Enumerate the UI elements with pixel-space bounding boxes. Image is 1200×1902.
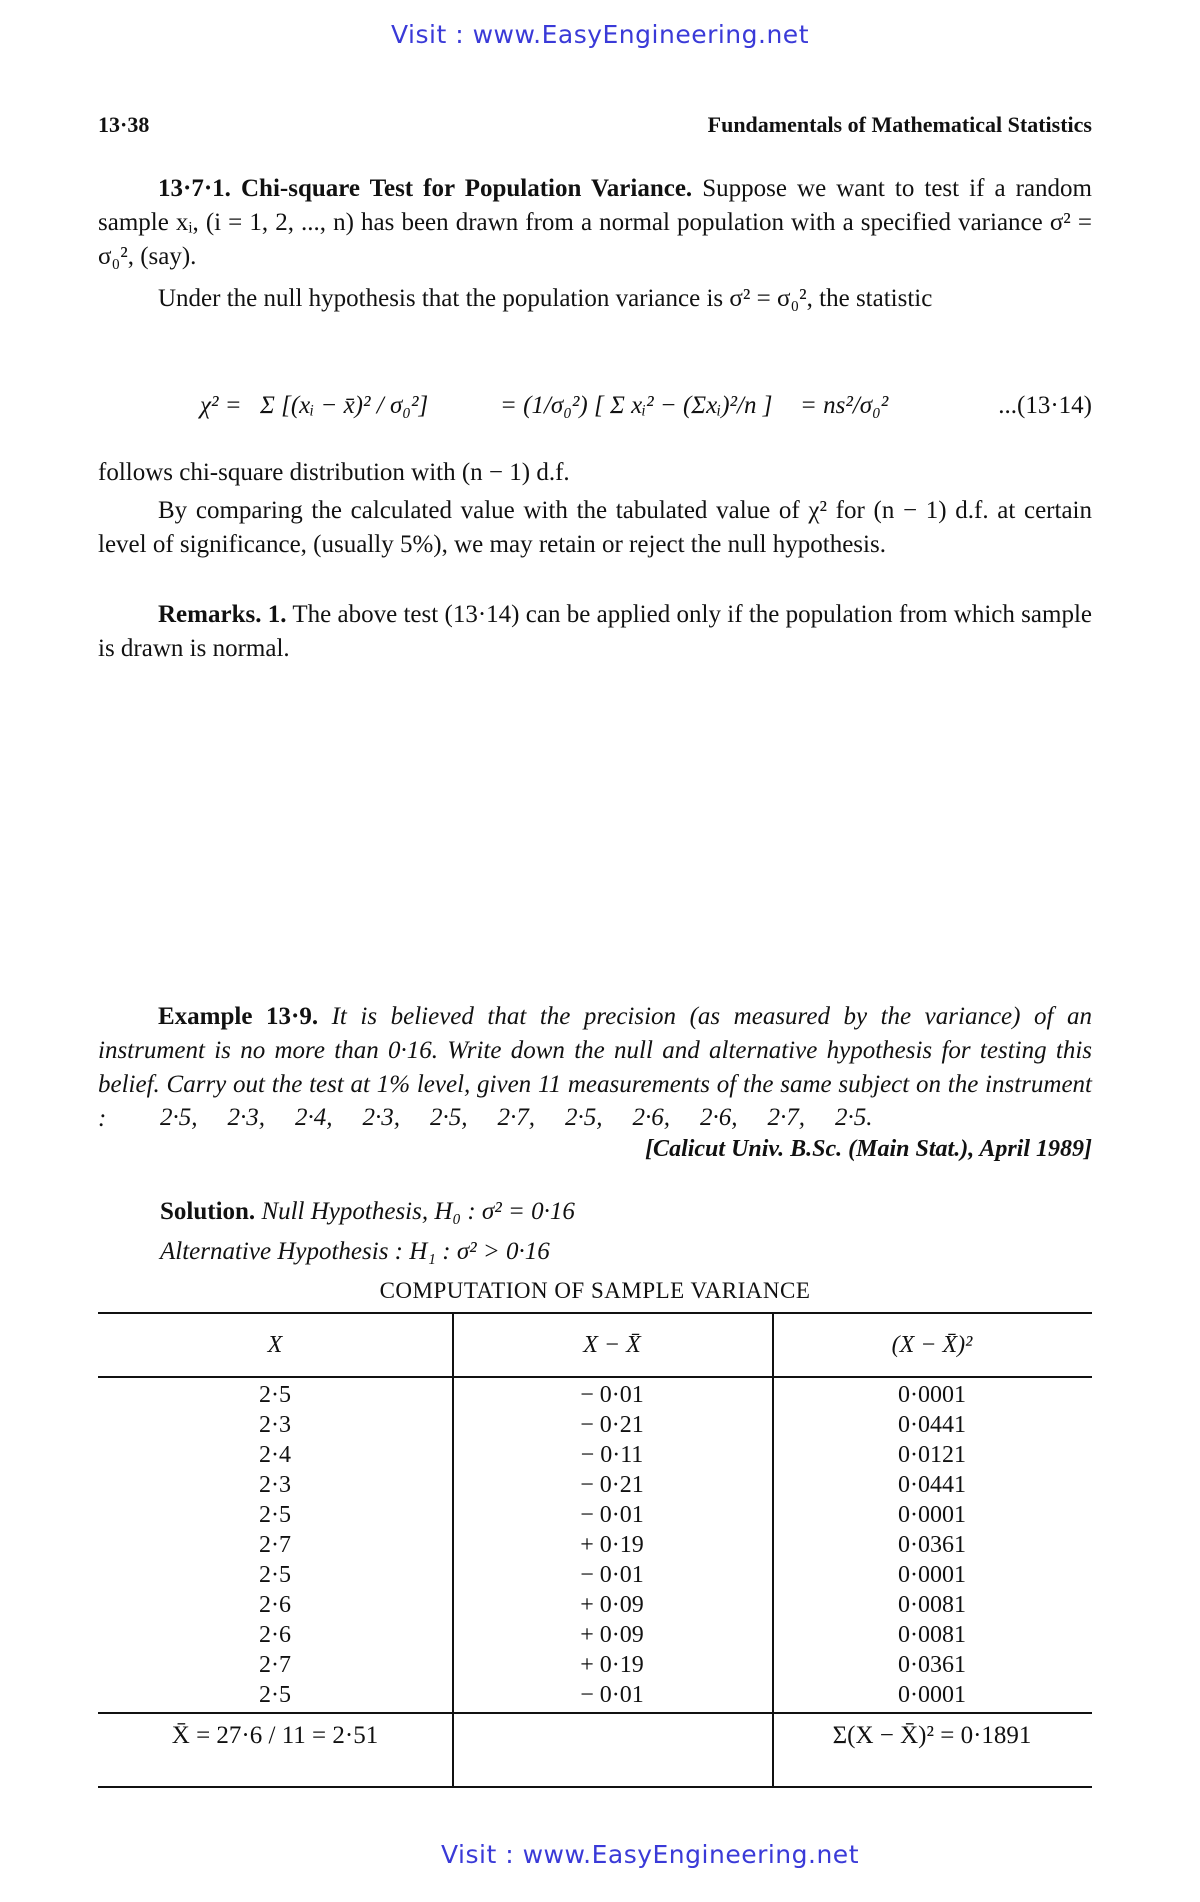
table-title: COMPUTATION OF SAMPLE VARIANCE [379,1278,811,1303]
measurement-list [160,1104,873,1132]
table-cell: 0·0441 [898,1412,966,1438]
watermark-bottom: Visit : www.EasyEngineering.net [441,1840,859,1869]
column-deviation [452,1380,772,1710]
table-bottom-rule [98,1786,1092,1788]
table-cell: + 0·19 [580,1652,644,1678]
solution-label: Solution. [160,1198,256,1225]
equation-lhs: χ² = [200,392,242,419]
section-intro-paragraph [98,172,1092,274]
table-cell: − 0·01 [580,1562,644,1588]
column-x [98,1380,452,1710]
chi-square-equation [200,360,1092,452]
table-cell: − 0·01 [580,1682,644,1708]
null-statement: Under the null hypothesis that the population variance is σ² = σ₀², the statistic [158,285,933,312]
table-cell: 0·0081 [898,1592,966,1618]
watermark-top: Visit : www.EasyEngineering.net [391,20,809,49]
follows-text: follows chi-square distribution with (n − 1) d.f. [98,459,570,486]
measurement: 2·5. [835,1104,873,1131]
table-header-squared: (X − X̄)² [891,1332,973,1358]
alternative-hypothesis: Alternative Hypothesis : H₁ : σ² > 0·16 [160,1238,550,1265]
equation-term2: = (1/σ₀²) [ Σ xᵢ² − (Σxᵢ)²/n ] [500,392,773,419]
book-title: Fundamentals of Mathematical Statistics [707,112,1092,137]
table-cell: 2·4 [259,1442,291,1468]
page-number: 13·38 [98,112,150,137]
null-hypothesis-line [160,1198,575,1226]
equation-tag: ...(13·14) [998,392,1092,419]
example-label: Example 13·9. [158,1003,319,1030]
table-cell: 0·0361 [898,1532,966,1558]
table-cell: 0·0121 [898,1442,966,1468]
table-cell: 2·5 [259,1502,291,1528]
example-source: [Calicut Univ. B.Sc. (Main Stat.), April 1989] [645,1136,1092,1162]
comparison-text: By comparing the calculated value with the tabulated value of χ² for (n − 1) d.f. at certain level of significance, (usually 5%), we may retain or reject the null hypothesis. [98,497,1092,558]
table-header-x: X [267,1332,283,1358]
table-cell: 2·5 [259,1382,291,1408]
remark-label: Remarks. 1. [158,601,287,628]
variance-table [98,1312,1092,1788]
table-cell: 2·3 [259,1472,291,1498]
measurement: 2·4, [295,1104,333,1131]
measurement: 2·5, [565,1104,603,1131]
table-header-deviation: X − X̄ [583,1332,641,1358]
table-cell: 2·3 [259,1412,291,1438]
table-footer-sum: Σ(X − X̄)² = 0·1891 [832,1722,1032,1749]
column-squared [772,1380,1092,1710]
table-cell: 2·6 [259,1622,291,1648]
measurement: 2·3, [362,1104,400,1131]
null-hypothesis: Null Hypothesis, H₀ : σ² = 0·16 [255,1198,575,1225]
table-cell: 2·7 [259,1532,291,1558]
table-cell: 0·0081 [898,1622,966,1648]
table-top-rule [98,1312,1092,1314]
measurement: 2·7, [497,1104,535,1131]
measurement: 2·6, [632,1104,670,1131]
table-cell: − 0·21 [580,1472,644,1498]
table-cell: 2·6 [259,1592,291,1618]
table-cell: 0·0361 [898,1652,966,1678]
equation-term3: = ns²/σ₀² [800,392,889,419]
remark-text: The above test (13·14) can be applied only if the population from which sample is drawn is normal. [98,601,1092,662]
measurement: 2·5, [430,1104,468,1131]
table-footer-mean: X̄ = 27·6 / 11 = 2·51 [171,1722,379,1749]
table-cell: 2·5 [259,1682,291,1708]
table-cell: − 0·01 [580,1382,644,1408]
table-cell: + 0·19 [580,1532,644,1558]
equation-term1: Σ [(xᵢ − x̄)² / σ₀²] [260,392,429,419]
table-cell: 0·0001 [898,1682,966,1708]
measurement: 2·6, [700,1104,738,1131]
section-intro: Suppose we want to test if a random sample xᵢ, (i = 1, 2, ..., n) has been drawn from a normal population with a specified variance σ² = σ₀², (say). [98,175,1093,270]
table-cell: − 0·11 [580,1442,644,1468]
table-cell: 2·5 [259,1562,291,1588]
table-cell: 2·7 [259,1652,291,1678]
table-cell: − 0·21 [580,1412,644,1438]
table-header-rule [98,1376,1092,1378]
measurement: 2·3, [227,1104,265,1131]
table-cell: 0·0441 [898,1472,966,1498]
example-text: It is believed that the precision (as measured by the variance) of an instrument is no more than 0·16. Write down the null and alternative hypothesis for testing this belief. Carry out the test at 1% level, given 11 measurements of the same subject on the instrument : [98,1003,1092,1132]
table-cell: + 0·09 [580,1592,644,1618]
measurement: 2·7, [767,1104,805,1131]
table-cell: 0·0001 [898,1562,966,1588]
measurement: 2·5, [160,1104,198,1131]
remark-paragraph [98,598,1092,666]
running-head [98,112,1092,146]
table-cell: 0·0001 [898,1502,966,1528]
table-cell: 0·0001 [898,1382,966,1408]
table-cell: + 0·09 [580,1622,644,1648]
section-heading: 13·7·1. Chi-square Test for Population Variance. [158,175,693,202]
table-cell: − 0·01 [580,1502,644,1528]
table-total-rule [98,1712,1092,1714]
